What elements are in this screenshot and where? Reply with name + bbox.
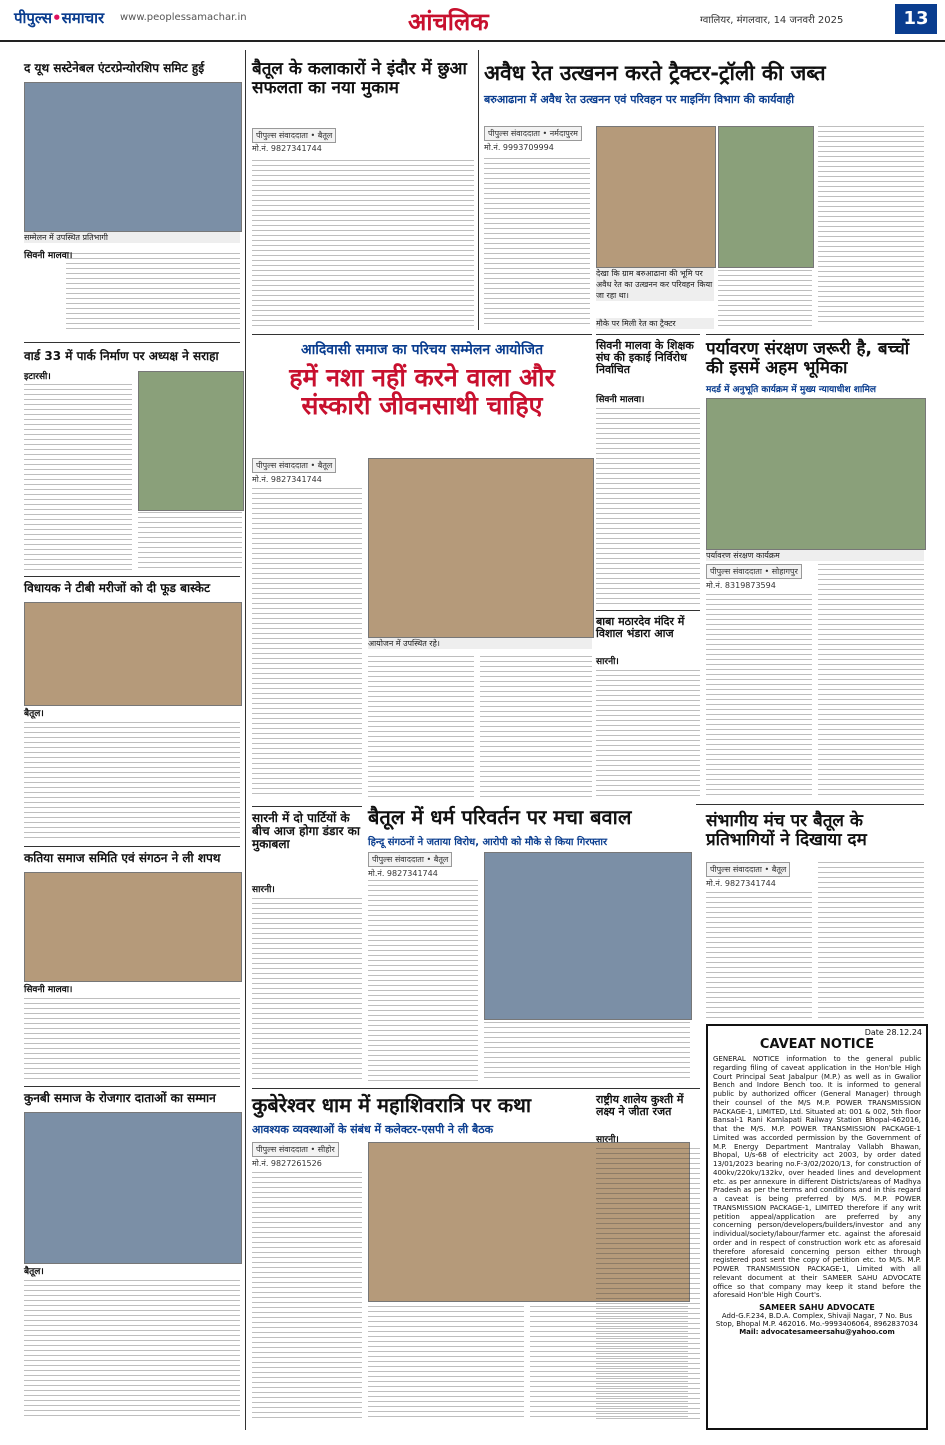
sand-body-3 <box>818 126 924 326</box>
conversion-headline: बैतूल में धर्म परिवर्तन पर मचा बवाल <box>368 805 632 829</box>
divider <box>24 1086 240 1087</box>
logo-dot: • <box>52 9 62 27</box>
kubereshwar-byline: पीपुल्स संवाददाता • सीहोर <box>252 1142 339 1157</box>
sambhagiya-body-1 <box>706 892 812 1018</box>
sand-body-2 <box>718 270 812 326</box>
ward33-headline: वार्ड 33 में पार्क निर्माण पर अध्यक्ष ने सराहा <box>24 349 219 363</box>
environment-headline: पर्यावरण संरक्षण जरूरी है, बच्चों की इसमें अहम भूमिका <box>706 339 910 378</box>
tribal-caption: आयोजन में उपस्थित रहे। <box>368 638 592 649</box>
ward33-body <box>24 384 132 570</box>
ward33-photo <box>138 371 244 511</box>
youth-headline: द यूथ सस्टेनेबल एंटरप्रेन्योरशिप समिट हुई <box>24 61 205 75</box>
katiya-body <box>24 998 240 1080</box>
column-rule <box>245 50 246 1430</box>
divider <box>24 342 240 343</box>
tribal-mobile: मो.नं. 9827341744 <box>252 475 322 484</box>
notice-advocate: SAMEER SAHU ADVOCATE <box>759 1303 875 1312</box>
newspaper-logo <box>14 8 104 28</box>
katiya-headline: कतिया समाज समिति एवं संगठन ने ली शपथ <box>24 851 221 865</box>
environment-body-2 <box>818 564 924 798</box>
conversion-mobile: मो.नं. 9827341744 <box>368 869 438 878</box>
katiya-photo <box>24 872 242 982</box>
sarni-parties-headline: सारनी में दो पार्टियों के बीच आज होगा डंडार का मुकाबला <box>252 811 360 852</box>
betul-artists-headline: बैतूल के कलाकारों ने इंदौर में छुआ सफलता का नया मुकाम <box>252 59 467 98</box>
kubereshwar-mobile: मो.नं. 9827261526 <box>252 1159 322 1168</box>
kushti-body <box>596 1148 700 1420</box>
betul-artists-body <box>252 160 474 328</box>
sand-caption-1: देखा कि ग्राम बरुआढाना की भूमि पर अवैध रेत का उत्खनन कर परिवहन किया जा रहा था। <box>596 269 713 300</box>
sambhagiya-body-2 <box>818 862 924 1018</box>
kunbi-headline: कुनबी समाज के रोजगार दाताओं का सम्मान <box>24 1091 216 1105</box>
kubereshwar-subhead: आवश्यक व्यवस्थाओं के संबंध में कलेक्टर-एसपी ने ली बैठक <box>252 1123 494 1136</box>
teacher-union-body <box>596 408 700 604</box>
tribal-body-1 <box>252 488 362 798</box>
sand-photo-2 <box>718 126 814 268</box>
tribal-photo <box>368 458 594 638</box>
ward33-body-2 <box>138 512 242 570</box>
column-rule <box>478 50 479 330</box>
issue-date: ग्वालियर, मंगलवार, 14 जनवरी 2025 <box>700 15 844 26</box>
sand-byline: पीपुल्स संवाददाता • नर्मदापुरम <box>484 126 582 141</box>
sand-headline: अवैध रेत उत्खनन करते ट्रैक्टर-ट्रॉली की जब्त <box>484 61 826 85</box>
mla-tb-body <box>24 722 240 840</box>
baba-headline: बाबा मठारदेव मंदिर में विशाल भंडारा आज <box>596 615 685 641</box>
baba-dateline: सारनी। <box>596 657 619 667</box>
kubereshwar-body-1 <box>252 1172 362 1420</box>
environment-byline: पीपुल्स संवाददाता • सोहागपुर <box>706 564 802 579</box>
sand-photo-1 <box>596 126 716 268</box>
kubereshwar-headline: कुबेरेश्वर धाम में महाशिवरात्रि पर कथा <box>252 1093 532 1117</box>
baba-body <box>596 670 700 798</box>
youth-caption: सम्मेलन में उपस्थित प्रतिभागी <box>24 232 240 243</box>
conversion-photo <box>484 852 692 1020</box>
kunbi-dateline: बैतूल। <box>24 1267 44 1277</box>
divider <box>696 804 924 805</box>
environment-caption: पर्यावरण संरक्षण कार्यक्रम <box>706 550 924 561</box>
logo-main: पीपुल्स <box>14 9 53 27</box>
kushti-dateline: सारनी। <box>596 1135 619 1145</box>
mla-tb-photo <box>24 602 242 706</box>
sambhagiya-byline: पीपुल्स संवाददाता • बैतूल <box>706 862 790 877</box>
notice-email[interactable]: Mail: advocatesameersahu@yahoo.com <box>739 1328 895 1336</box>
notice-body: GENERAL NOTICE information to the general public regarding filing of caveat application in the Hon'ble High Court Principal Seat Jabalpur (M.P.) as well as in Gwalior Bench and Indore Bench too. It is informed to general public by authorized officer (General Manager) through their counsel of the M/S M.P. POWER TRANSMISSION PACKAGE-1, LIMITED, Ltd. Situated at: 001 & 002, 5th floor Bansal-1 Rani Kamlapati Railway Station Bhopal-462016, that the M/S. M.P. POWER TRANSMISSION PACKAGE-1 Limited was accorded permission by the Government of M.P. Energy Department Mantralay Vallabh Bhawan, Bhopal, U/s-68 of electricity act 2003, by order dated 13/01/2023 bearing no.F-3/02/2020/13, for construction of 400kv/220kv/132kv, over headed lines and development etc. as per annexure in different Districts/areas of Madhya Pradesh as per the terms and conditions and in this regard a caveat is being preferred by M/S. M.P. POWER TRANSMISSION PACKAGE-1, LIMITED therefore if any writ petition appeal/application are preferred by any concerning person/developers/builders/investor and any individual/society/labour/farmer etc. against the aforesaid order and in respect of construction work etc as aforesaid therefore aforesaid concerning person either through registered post sent the copy of petition etc. to M/S. M.P. POWER TRANSMISSION PACKAGE-1, Limited with all relevant document at their SAMEER SAHU ADVOCATE office so that company may keep it stand before the aforesaid Hon'ble High Court's. <box>713 1055 921 1300</box>
conversion-subhead: हिन्दू संगठनों ने जताया विरोध, आरोपी को मौके से किया गिरफ्तार <box>368 837 608 848</box>
environment-photo <box>706 398 926 550</box>
kunbi-photo <box>24 1112 242 1264</box>
sand-subhead: बरुआढाना में अवैध रेत उत्खनन एवं परिवहन पर माइनिंग विभाग की कार्यवाही <box>484 93 795 106</box>
environment-mobile: मो.नं. 8319873594 <box>706 581 776 590</box>
divider <box>596 334 700 335</box>
kushti-headline: राष्ट्रीय शालेय कुश्ती में लक्ष्य ने जीता रजत <box>596 1093 684 1119</box>
youth-dateline: सिवनी मालवा। <box>24 251 73 261</box>
website-url[interactable]: www.peoplessamachar.in <box>120 12 247 23</box>
conversion-body-1 <box>368 880 478 1082</box>
sarni-parties-dateline: सारनी। <box>252 885 275 895</box>
katiya-dateline: सिवनी मालवा। <box>24 985 73 995</box>
caveat-notice <box>706 1024 928 1430</box>
tribal-kicker: आदिवासी समाज का परिचय सम्मेलन आयोजित <box>300 342 544 358</box>
youth-body <box>66 253 240 333</box>
sambhagiya-mobile: मो.नं. 9827341744 <box>706 879 776 888</box>
divider <box>596 610 700 611</box>
youth-photo <box>24 82 242 232</box>
notice-date: Date 28.12.24 <box>864 1028 922 1037</box>
conversion-body-2 <box>484 1022 690 1082</box>
environment-body-1 <box>706 594 812 798</box>
divider <box>706 334 924 335</box>
divider <box>252 806 362 807</box>
sand-caption-2: मौके पर मिली रेत का ट्रैक्टर <box>596 318 714 329</box>
page-number: 13 <box>895 4 937 34</box>
notice-address: Add-G.F.234, B.D.A. Complex, Shivaji Nagar, 7 No. Bus Stop, Bhopal M.P. 462016. Mo.-9993406064, 8962837034 <box>715 1312 919 1328</box>
mla-tb-headline: विधायक ने टीबी मरीजों को दी फूड बास्केट <box>24 581 211 595</box>
divider <box>24 576 240 577</box>
betul-artists-byline: पीपुल्स संवाददाता • बैतूल <box>252 128 336 143</box>
divider <box>252 334 592 335</box>
kunbi-body <box>24 1280 240 1420</box>
logo-second: समाचार <box>61 9 105 27</box>
section-title: आंचलिक <box>408 8 489 36</box>
kubereshwar-body-2 <box>368 1306 524 1420</box>
teacher-union-headline: सिवनी मालवा के शिक्षक संघ की इकाई निर्विरोध निर्वाचित <box>596 339 694 377</box>
divider <box>24 846 240 847</box>
sand-mobile: मो.नं. 9993709994 <box>484 143 554 152</box>
sarni-parties-body <box>252 898 362 1082</box>
notice-title: CAVEAT NOTICE <box>759 1037 875 1052</box>
tribal-headline: हमें नशा नहीं करने वाला और संस्कारी जीवनसाथी चाहिए <box>289 363 555 420</box>
divider <box>596 1088 700 1089</box>
mla-tb-dateline: बैतूल। <box>24 709 44 719</box>
environment-subhead: मदर्ड में अनुभूति कार्यक्रम में मुख्य न्यायाधीश शामिल <box>706 385 876 395</box>
tribal-byline: पीपुल्स संवाददाता • बैतूल <box>252 458 336 473</box>
teacher-union-dateline: सिवनी मालवा। <box>596 395 645 405</box>
ward33-dateline: इटारसी। <box>24 372 51 382</box>
sambhagiya-headline: संभागीय मंच पर बैतूल के प्रतिभागियों ने दिखाया दम <box>706 811 867 850</box>
sand-body-1 <box>484 158 590 326</box>
tribal-body-3 <box>480 656 592 798</box>
betul-artists-mobile: मो.नं. 9827341744 <box>252 144 322 153</box>
tribal-body-2 <box>368 656 474 798</box>
conversion-byline: पीपुल्स संवाददाता • बैतूल <box>368 852 452 867</box>
